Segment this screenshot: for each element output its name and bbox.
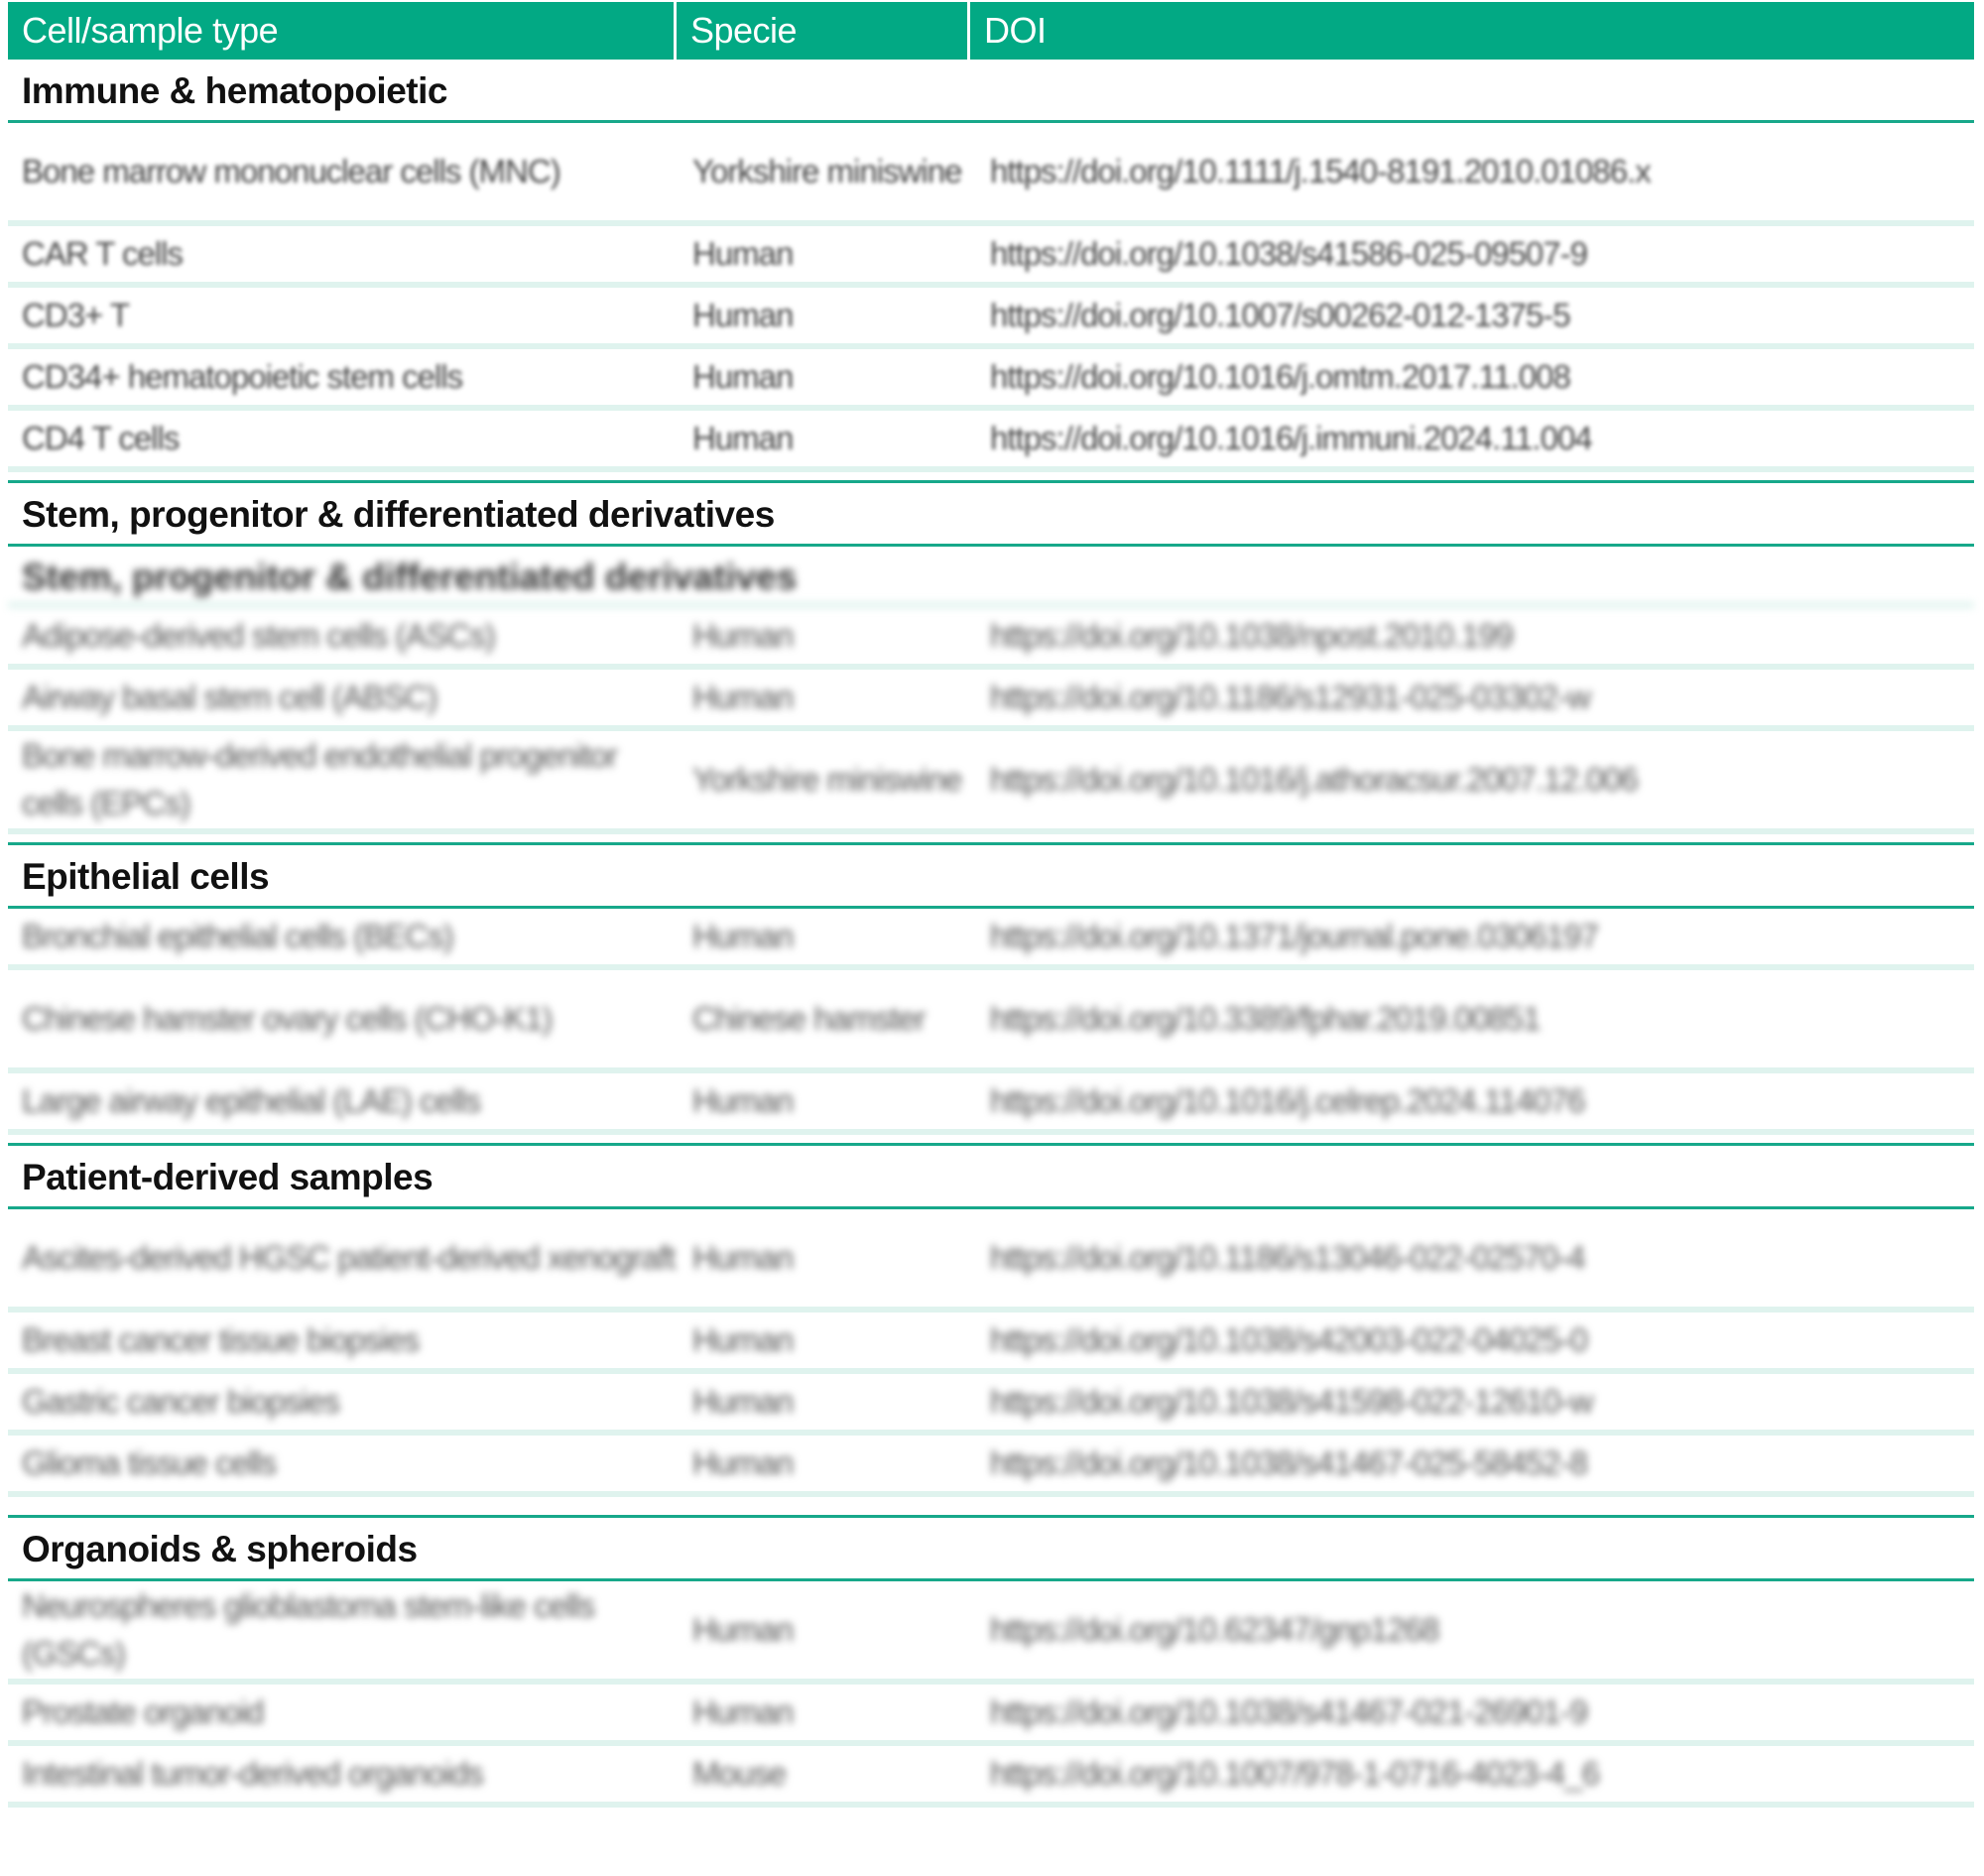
cell-specie: Human — [692, 297, 794, 333]
doi-link[interactable]: https://doi.org/10.1038/s41467-021-26901-9 — [990, 1693, 1587, 1730]
table-row — [8, 670, 1974, 731]
table-row — [8, 1073, 1974, 1135]
cell-type: Breast cancer tissue biopsies — [22, 1321, 420, 1358]
cell-type: Bone marrow mononuclear cells (MNC) — [22, 153, 560, 189]
cell-specie: Human — [692, 918, 794, 954]
section-title-stem: Stem, progenitor & differentiated derivatives — [8, 483, 1974, 547]
cell-specie: Yorkshire miniswine — [692, 153, 962, 189]
table-row — [8, 909, 1974, 970]
cell-specie: Chinese hamster — [692, 1000, 926, 1037]
cell-type: CAR T cells — [22, 235, 183, 272]
cell-type-table — [8, 2, 1974, 1808]
table-row — [8, 411, 1974, 472]
cell-specie: Human — [692, 1383, 794, 1420]
doi-link[interactable]: https://doi.org/10.1016/j.celrep.2024.114076 — [990, 1082, 1585, 1119]
cell-type: Adipose-derived stem cells (ASCs) — [22, 617, 495, 654]
table-row — [8, 731, 1974, 834]
cell-type: CD3+ T — [22, 297, 130, 333]
cell-type: Neurospheres glioblastoma stem-like cells (GSCs) — [22, 1587, 595, 1672]
cell-specie: Human — [692, 1611, 794, 1648]
header-specie: Specie — [677, 2, 970, 60]
cell-type: Gastric cancer biopsies — [22, 1383, 339, 1420]
table-row — [8, 1209, 1974, 1313]
doi-link[interactable]: https://doi.org/10.1371/journal.pone.0306197 — [990, 918, 1598, 954]
section-title-immune: Immune & hematopoietic — [8, 60, 1974, 123]
cell-type: Chinese hamster ovary cells (CHO-K1) — [22, 1000, 553, 1037]
cell-type: Bronchial epithelial cells (BECs) — [22, 918, 453, 954]
cell-type: Intestinal tumor-derived organoids — [22, 1755, 483, 1792]
blurred-section-subtitle: Stem, progenitor & differentiated derivatives — [8, 547, 1974, 608]
table-row — [8, 970, 1974, 1073]
cell-specie: Human — [692, 358, 794, 395]
doi-link[interactable]: https://doi.org/10.1016/j.immuni.2024.11.004 — [990, 420, 1592, 456]
doi-link[interactable]: https://doi.org/10.3389/fphar.2019.00851 — [990, 1000, 1541, 1037]
cell-specie: Human — [692, 1693, 794, 1730]
table-row — [8, 1685, 1974, 1746]
cell-type: Airway basal stem cell (ABSC) — [22, 679, 437, 715]
doi-link[interactable]: https://doi.org/10.1038/s41467-025-58452-8 — [990, 1444, 1587, 1481]
cell-specie: Human — [692, 420, 794, 456]
header-cell-type: Cell/sample type — [8, 2, 677, 60]
section-title-organoids: Organoids & spheroids — [8, 1518, 1974, 1581]
table-row — [8, 123, 1974, 226]
doi-link[interactable]: https://doi.org/10.1016/j.omtm.2017.11.008 — [990, 358, 1570, 395]
table-row — [8, 1436, 1974, 1497]
cell-specie: Human — [692, 235, 794, 272]
table-row — [8, 608, 1974, 670]
cell-specie: Mouse — [692, 1755, 787, 1792]
doi-link[interactable]: https://doi.org/10.1186/s12931-025-03302-w — [990, 679, 1591, 715]
doi-link[interactable]: https://doi.org/10.1038/npost.2010.199 — [990, 617, 1514, 654]
cell-type: Bone marrow-derived endothelial progenitor cells (EPCs) — [22, 737, 618, 821]
doi-link[interactable]: https://doi.org/10.1007/978-1-0716-4023-4_6 — [990, 1755, 1599, 1792]
table-row — [8, 226, 1974, 288]
doi-link[interactable]: https://doi.org/10.1038/s41586-025-09507-9 — [990, 235, 1587, 272]
cell-type: Ascites-derived HGSC patient-derived xenograft — [22, 1239, 676, 1276]
cell-specie: Human — [692, 1082, 794, 1119]
cell-type: Prostate organoid — [22, 1693, 264, 1730]
table-row — [8, 1746, 1974, 1808]
section-title-patient: Patient-derived samples — [8, 1146, 1974, 1209]
section-title-epithelial: Epithelial cells — [8, 845, 1974, 909]
cell-specie: Human — [692, 679, 794, 715]
table-row — [8, 1581, 1974, 1685]
cell-type: CD4 T cells — [22, 420, 180, 456]
table-row — [8, 1374, 1974, 1436]
cell-type: Glioma tissue cells — [22, 1444, 277, 1481]
table-row — [8, 288, 1974, 349]
doi-link[interactable]: https://doi.org/10.1111/j.1540-8191.2010.01086.x — [990, 153, 1651, 189]
table-header — [8, 2, 1974, 60]
doi-link[interactable]: https://doi.org/10.1038/s42003-022-04025-0 — [990, 1321, 1587, 1358]
cell-specie: Human — [692, 1444, 794, 1481]
cell-type: CD34+ hematopoietic stem cells — [22, 358, 463, 395]
cell-specie: Human — [692, 617, 794, 654]
header-doi: DOI — [984, 10, 1047, 51]
doi-link[interactable]: https://doi.org/10.1038/s41598-022-12610-w — [990, 1383, 1593, 1420]
cell-specie: Human — [692, 1321, 794, 1358]
cell-specie: Human — [692, 1239, 794, 1276]
doi-link[interactable]: https://doi.org/10.62347/gnp1268 — [990, 1611, 1439, 1648]
cell-specie: Yorkshire miniswine — [692, 761, 962, 798]
table-row — [8, 349, 1974, 411]
doi-link[interactable]: https://doi.org/10.1186/s13046-022-02570-4 — [990, 1239, 1585, 1276]
cell-type: Large airway epithelial (LAE) cells — [22, 1082, 481, 1119]
doi-link[interactable]: https://doi.org/10.1016/j.athoracsur.2007.12.006 — [990, 761, 1638, 798]
table-row — [8, 1313, 1974, 1374]
doi-link[interactable]: https://doi.org/10.1007/s00262-012-1375-5 — [990, 297, 1570, 333]
